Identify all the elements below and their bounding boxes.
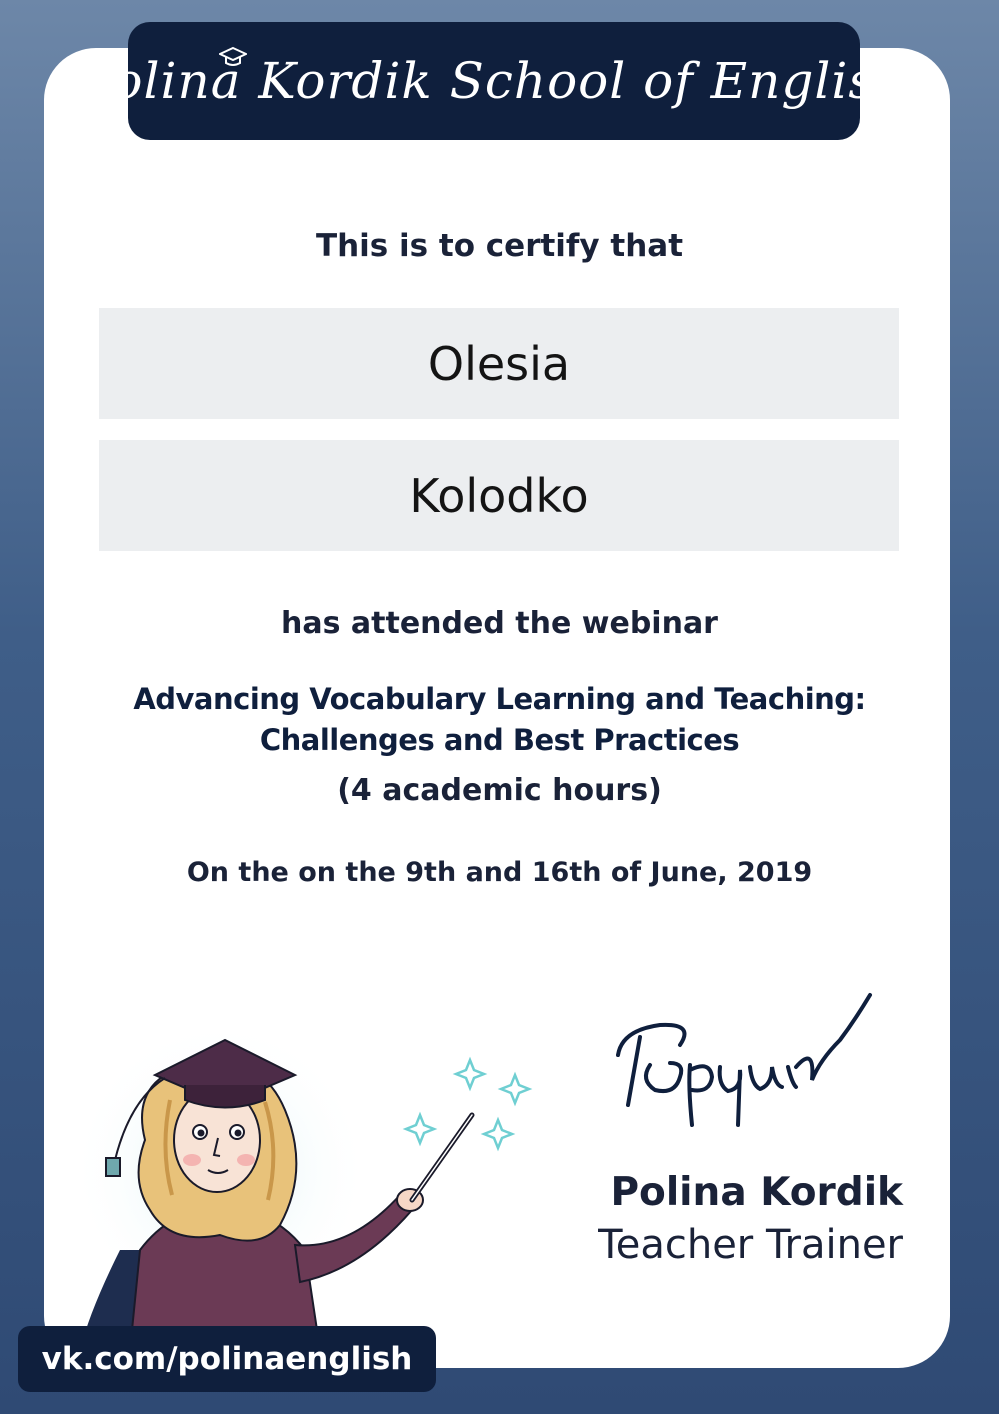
sparkle-icon <box>501 1075 529 1103</box>
academic-hours: (4 academic hours) <box>337 773 662 808</box>
webinar-title <box>40 679 959 761</box>
last-name-field <box>99 440 899 551</box>
trainer-role: Teacher Trainer <box>598 1222 903 1268</box>
teacher-illustration <box>60 1020 540 1360</box>
graduation-cap-icon <box>219 46 247 68</box>
trainer-name: Polina Kordik <box>610 1170 903 1215</box>
certify-intro: This is to certify that <box>315 228 684 264</box>
handwritten-signature <box>600 985 880 1145</box>
sparkle-icon <box>484 1120 512 1148</box>
webinar-dates: On the on the 9th and 16th of June, 2019 <box>186 857 813 888</box>
first-name-text: Olesia <box>427 336 571 391</box>
school-banner <box>79 22 909 140</box>
vk-link[interactable]: vk.com/polinaenglish <box>18 1326 436 1392</box>
webinar-title-line-2: Challenges and Best Practices <box>259 723 740 757</box>
first-name-field <box>99 308 899 419</box>
sparkle-icon <box>456 1060 484 1088</box>
last-name-text: Kolodko <box>409 468 589 523</box>
webinar-title-line-1: Advancing Vocabulary Learning and Teaching: <box>133 682 866 716</box>
school-name: Polina Kordik School of English <box>79 52 909 110</box>
attended-text: has attended the webinar <box>281 606 718 641</box>
sparkle-icon <box>406 1115 434 1143</box>
